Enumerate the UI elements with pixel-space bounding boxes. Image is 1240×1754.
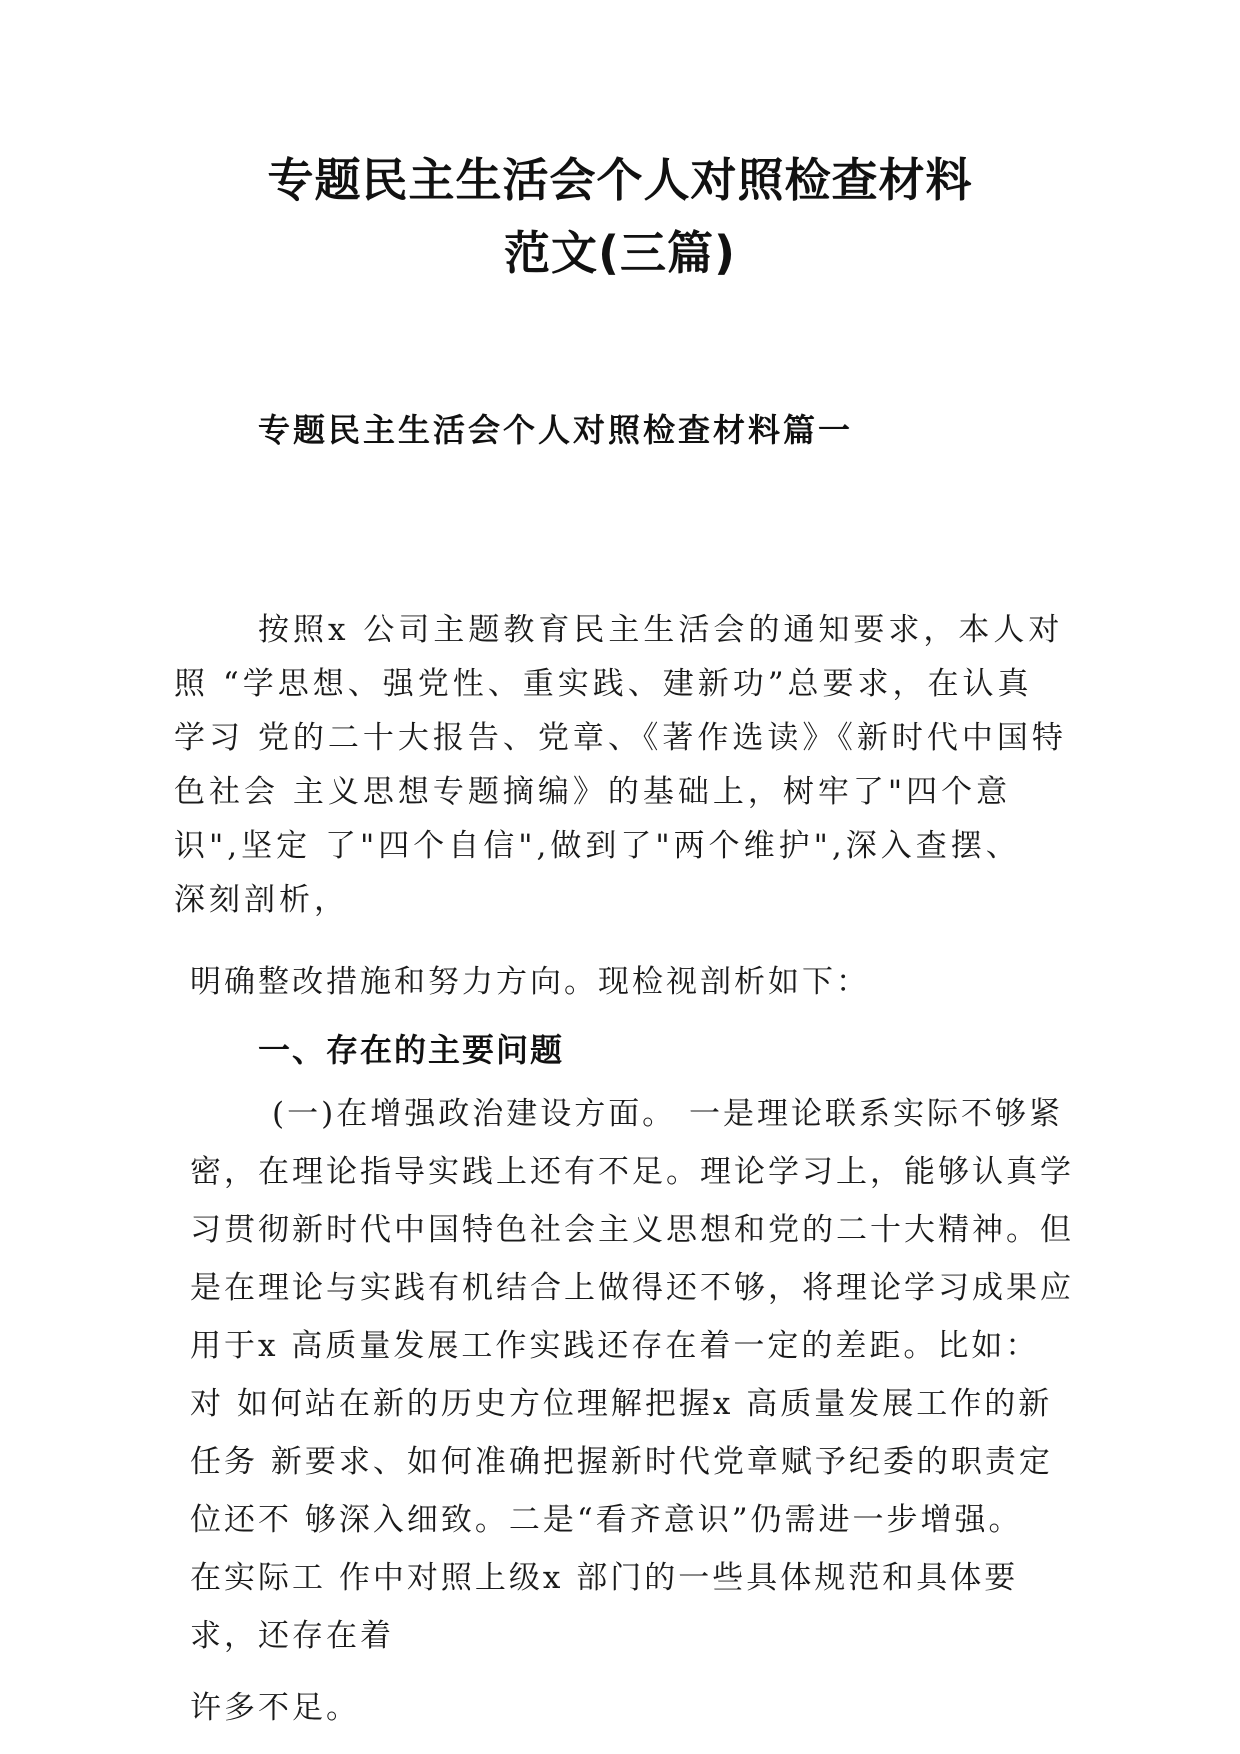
body-line-9: 在实际工 作中对照上级x 部门的一些具体规范和具体要 (190, 1560, 1019, 1596)
intro-line-2: 照 “学思想、强党性、重实践、建新功”总要求，在认真 (174, 666, 1033, 702)
body-line-4: 是在理论与实践有机结合上做得还不够，将理论学习成果应 (190, 1270, 1074, 1306)
body-line-2: 密，在理论指导实践上还有不足。理论学习上，能够认真学 (190, 1154, 1074, 1190)
document-title-line-1: 专题民主生活会个人对照检查材料 (267, 153, 973, 207)
intro-line-6: 深刻剖析， (174, 882, 349, 918)
document-title-line-2: 范文(三篇) (503, 226, 737, 280)
body-line-1: (一)在增强政治建设方面。 一是理论联系实际不够紧 (272, 1096, 1064, 1132)
body-line-3: 习贯彻新时代中国特色社会主义思想和党的二十大精神。但 (190, 1212, 1074, 1248)
body-tail-line: 许多不足。 (190, 1690, 360, 1726)
intro-line-5: 识",坚定 了"四个自信",做到了"两个维护",深入查摆、 (174, 828, 1021, 864)
body-line-8: 位还不 够深入细致。二是“看齐意识”仍需进一步增强。 (190, 1502, 1023, 1538)
body-line-5: 用于x 高质量发展工作实践还存在着一定的差距。比如： (190, 1328, 1040, 1364)
body-line-10: 求，还存在着 (190, 1618, 394, 1654)
intro-tail-line: 明确整改措施和努力方向。现检视剖析如下： (190, 964, 870, 1000)
body-line-6: 对 如何站在新的历史方位理解把握x 高质量发展工作的新 (190, 1386, 1053, 1422)
intro-line-1: 按照x 公司主题教育民主生活会的通知要求，本人对 (258, 612, 1064, 648)
intro-line-3: 学习 党的二十大报告、党章、《著作选读》《新时代中国特 (174, 720, 1067, 756)
intro-line-4: 色社会 主义思想专题摘编》的基础上，树牢了"四个意 (174, 774, 1012, 810)
body-line-7: 任务 新要求、如何准确把握新时代党章赋予纪委的职责定 (190, 1444, 1053, 1480)
section-subtitle: 专题民主生活会个人对照检查材料篇一 (258, 411, 854, 449)
section-heading: 一、存在的主要问题 (258, 1031, 565, 1069)
